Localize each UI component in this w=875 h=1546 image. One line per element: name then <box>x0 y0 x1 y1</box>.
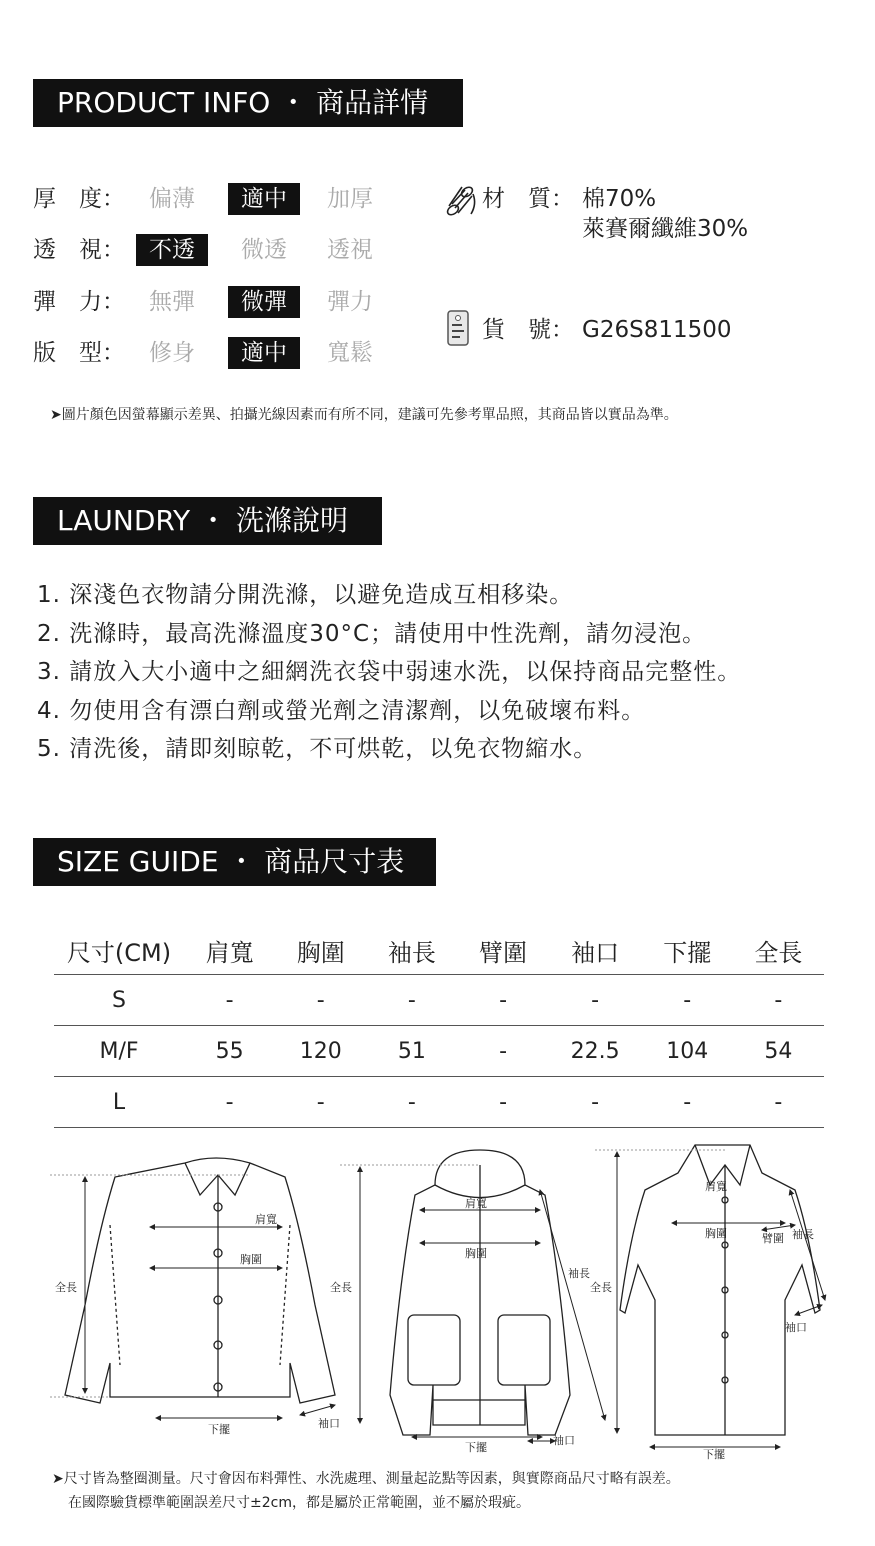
size-guide-note-2: 在國際驗貨標準範圍誤差尺寸±2cm，都是屬於正常範圍，並不屬於瑕疵。 <box>68 1495 530 1511</box>
col-hem: 下擺 <box>642 926 733 975</box>
attribute-label: 透 視： <box>33 237 125 263</box>
size-row <box>54 1026 824 1077</box>
sku-label: 貨 號： <box>482 317 574 343</box>
size-cell: - <box>457 1026 548 1077</box>
label-cuff: 袖口 <box>785 1321 807 1334</box>
size-cell: - <box>275 1077 366 1128</box>
size-cell: - <box>549 1077 642 1128</box>
col-arm: 臂圍 <box>457 926 548 975</box>
size-cell: - <box>457 1077 548 1128</box>
col-shoulder: 肩寬 <box>184 926 275 975</box>
laundry-item: 3. 請放入大小適中之細網洗衣袋中弱速水洗，以保持商品完整性。 <box>37 659 742 685</box>
size-cell: - <box>275 975 366 1026</box>
label-sleeve: 袖長 <box>568 1267 590 1280</box>
label-shoulder: 肩寬 <box>465 1197 487 1210</box>
attribute-option: 微透 <box>241 237 287 263</box>
attribute-option-selected: 適中 <box>228 183 300 215</box>
size-cell: - <box>184 975 275 1026</box>
label-chest: 胸圍 <box>240 1253 262 1266</box>
attribute-option: 彈力 <box>327 289 373 315</box>
product-info-note: ➤圖片顏色因螢幕顯示差異、拍攝光線因素而有所不同，建議可先參考單品照，其商品皆以實品為準。 <box>50 407 678 423</box>
size-cell: L <box>54 1077 184 1128</box>
material-value-1: 棉70% <box>582 186 657 212</box>
label-length: 全長 <box>330 1281 352 1294</box>
size-cell: 54 <box>733 1026 824 1077</box>
laundry-item: 2. 洗滌時，最高洗滌溫度30°C；請使用中性洗劑，請勿浸泡。 <box>37 620 707 647</box>
size-cell: - <box>366 1077 457 1128</box>
attribute-option-selected: 不透 <box>136 234 208 266</box>
label-arm: 臂圍 <box>762 1232 784 1245</box>
laundry-header: LAUNDRY ・ 洗滌說明 <box>33 497 382 545</box>
label-hem: 下擺 <box>703 1448 725 1460</box>
attribute-label: 彈 力： <box>33 289 125 315</box>
size-cell: M/F <box>54 1026 184 1077</box>
size-guide-note-1: ➤尺寸皆為整圈測量。尺寸會因布料彈性、水洗處理、測量起訖點等因素，與實際商品尺寸略有誤差。 <box>52 1471 680 1487</box>
col-length: 全長 <box>733 926 824 975</box>
attribute-option: 寬鬆 <box>327 340 373 366</box>
col-size: 尺寸(CM) <box>54 926 184 975</box>
col-chest: 胸圍 <box>275 926 366 975</box>
attribute-label: 厚 度： <box>33 186 125 212</box>
label-length: 全長 <box>590 1281 612 1294</box>
size-cell: 51 <box>366 1026 457 1077</box>
laundry-item: 5. 清洗後，請即刻晾乾，不可烘乾，以免衣物縮水。 <box>37 736 598 762</box>
size-guide-header: SIZE GUIDE ・ 商品尺寸表 <box>33 838 436 886</box>
size-cell: - <box>457 975 548 1026</box>
attribute-option: 透視 <box>327 237 373 263</box>
size-cell: 22.5 <box>549 1026 642 1077</box>
material-value-2: 萊賽爾纖維30% <box>582 216 749 242</box>
size-cell: S <box>54 975 184 1026</box>
size-table-header <box>54 926 824 975</box>
size-table <box>54 926 824 1128</box>
attribute-label: 版 型： <box>33 340 125 366</box>
material-label: 材 質： <box>482 186 574 212</box>
size-cell: - <box>549 975 642 1026</box>
laundry-list <box>37 576 741 769</box>
price-tag-icon <box>446 309 472 353</box>
product-info-header: PRODUCT INFO ・ 商品詳情 <box>33 79 463 127</box>
label-hem: 下擺 <box>208 1423 230 1436</box>
attribute-option: 無彈 <box>149 289 195 315</box>
label-chest: 胸圍 <box>465 1247 487 1260</box>
col-sleeve: 袖長 <box>366 926 457 975</box>
thread-spool-icon <box>443 184 479 222</box>
attribute-option-selected: 微彈 <box>228 286 300 318</box>
label-shoulder: 肩寬 <box>255 1213 277 1226</box>
label-length: 全長 <box>55 1281 77 1294</box>
size-cell: - <box>733 1077 824 1128</box>
size-cell: - <box>366 975 457 1026</box>
attribute-option: 加厚 <box>327 186 373 212</box>
size-cell: 120 <box>275 1026 366 1077</box>
laundry-item: 1. 深淺色衣物請分開洗滌，以避免造成互相移染。 <box>37 582 574 608</box>
laundry-item: 4. 勿使用含有漂白劑或螢光劑之清潔劑，以免破壞布料。 <box>37 697 646 724</box>
size-cell: - <box>184 1077 275 1128</box>
label-chest: 胸圍 <box>705 1227 727 1240</box>
col-cuff: 袖口 <box>549 926 642 975</box>
size-cell: - <box>642 1077 733 1128</box>
size-cell: - <box>733 975 824 1026</box>
size-cell: 55 <box>184 1026 275 1077</box>
sku-value: G26S811500 <box>582 317 732 343</box>
attribute-option-selected: 適中 <box>228 337 300 369</box>
garment-diagrams <box>50 1135 830 1460</box>
size-row <box>54 1077 824 1128</box>
label-hem: 下擺 <box>465 1441 487 1454</box>
label-cuff: 袖口 <box>553 1434 575 1447</box>
size-cell: 104 <box>642 1026 733 1077</box>
label-cuff: 袖口 <box>318 1417 340 1430</box>
size-row <box>54 975 824 1026</box>
attribute-option: 修身 <box>149 340 195 366</box>
attribute-option: 偏薄 <box>149 186 195 212</box>
label-shoulder: 肩寬 <box>705 1180 727 1193</box>
size-cell: - <box>642 975 733 1026</box>
label-sleeve: 袖長 <box>792 1228 814 1241</box>
